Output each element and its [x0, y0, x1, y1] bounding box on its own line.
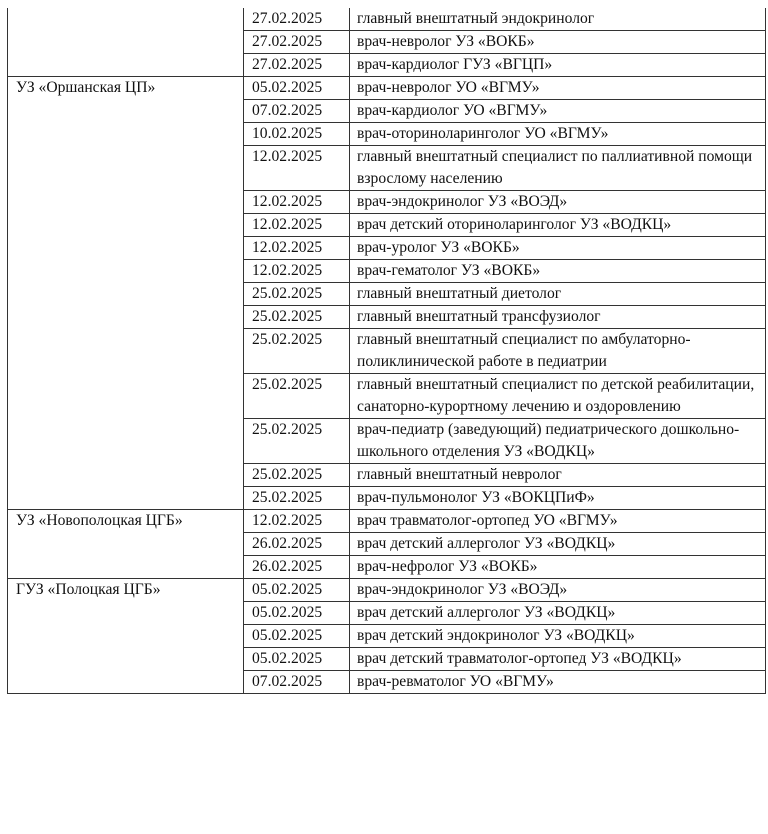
- specialist-cell: врач-нефролог УЗ «ВОКБ»: [350, 556, 766, 579]
- specialist-cell: врач-оториноларинголог УО «ВГМУ»: [350, 123, 766, 146]
- date-cell: 25.02.2025: [244, 464, 350, 487]
- organization-cell: УЗ «Новополоцкая ЦГБ»: [8, 510, 244, 579]
- date-cell: 25.02.2025: [244, 419, 350, 464]
- specialist-cell: врач травматолог-ортопед УО «ВГМУ»: [350, 510, 766, 533]
- date-cell: 25.02.2025: [244, 306, 350, 329]
- date-cell: 25.02.2025: [244, 487, 350, 510]
- date-cell: 27.02.2025: [244, 31, 350, 54]
- specialist-cell: врач-гематолог УЗ «ВОКБ»: [350, 260, 766, 283]
- specialist-cell: врач-эндокринолог УЗ «ВОЭД»: [350, 191, 766, 214]
- date-cell: 12.02.2025: [244, 214, 350, 237]
- schedule-table-body: [8, 8, 766, 694]
- specialist-cell: врач детский эндокринолог УЗ «ВОДКЦ»: [350, 625, 766, 648]
- specialist-cell: врач детский аллерголог УЗ «ВОДКЦ»: [350, 533, 766, 556]
- specialist-cell: главный внештатный специалист по детской реабилитации, санаторно-курортному лечению и оздоровлению: [350, 374, 766, 419]
- date-cell: 26.02.2025: [244, 556, 350, 579]
- date-cell: 10.02.2025: [244, 123, 350, 146]
- specialist-cell: главный внештатный невролог: [350, 464, 766, 487]
- specialist-cell: врач-кардиолог ГУЗ «ВГЦП»: [350, 54, 766, 77]
- table-row: [8, 510, 766, 533]
- specialist-cell: врач-кардиолог УО «ВГМУ»: [350, 100, 766, 123]
- specialist-cell: главный внештатный эндокринолог: [350, 8, 766, 31]
- date-cell: 12.02.2025: [244, 510, 350, 533]
- specialist-cell: врач детский оториноларинголог УЗ «ВОДКЦ»: [350, 214, 766, 237]
- date-cell: 25.02.2025: [244, 374, 350, 419]
- specialist-cell: главный внештатный трансфузиолог: [350, 306, 766, 329]
- date-cell: 07.02.2025: [244, 671, 350, 694]
- date-cell: 07.02.2025: [244, 100, 350, 123]
- specialist-cell: врач-невролог УЗ «ВОКБ»: [350, 31, 766, 54]
- specialist-cell: главный внештатный специалист по амбулаторно-поликлинической работе в педиатрии: [350, 329, 766, 374]
- date-cell: 05.02.2025: [244, 77, 350, 100]
- date-cell: 25.02.2025: [244, 283, 350, 306]
- specialist-cell: врач-педиатр (заведующий) педиатрического дошкольно-школьного отделения УЗ «ВОДКЦ»: [350, 419, 766, 464]
- specialist-cell: врач-невролог УО «ВГМУ»: [350, 77, 766, 100]
- specialist-cell: главный внештатный диетолог: [350, 283, 766, 306]
- table-row: [8, 8, 766, 31]
- organization-cell: УЗ «Оршанская ЦП»: [8, 77, 244, 510]
- specialist-cell: врач-ревматолог УО «ВГМУ»: [350, 671, 766, 694]
- date-cell: 12.02.2025: [244, 237, 350, 260]
- date-cell: 27.02.2025: [244, 8, 350, 31]
- date-cell: 26.02.2025: [244, 533, 350, 556]
- date-cell: 05.02.2025: [244, 625, 350, 648]
- date-cell: 12.02.2025: [244, 146, 350, 191]
- schedule-table: [7, 8, 766, 694]
- date-cell: 05.02.2025: [244, 602, 350, 625]
- specialist-cell: врач-пульмонолог УЗ «ВОКЦПиФ»: [350, 487, 766, 510]
- specialist-cell: главный внештатный специалист по паллиативной помощи взрослому населению: [350, 146, 766, 191]
- specialist-cell: врач-эндокринолог УЗ «ВОЭД»: [350, 579, 766, 602]
- table-row: [8, 579, 766, 602]
- date-cell: 05.02.2025: [244, 579, 350, 602]
- date-cell: 12.02.2025: [244, 191, 350, 214]
- organization-cell: [8, 8, 244, 77]
- date-cell: 05.02.2025: [244, 648, 350, 671]
- date-cell: 12.02.2025: [244, 260, 350, 283]
- table-row: [8, 77, 766, 100]
- date-cell: 27.02.2025: [244, 54, 350, 77]
- specialist-cell: врач-уролог УЗ «ВОКБ»: [350, 237, 766, 260]
- specialist-cell: врач детский травматолог-ортопед УЗ «ВОДКЦ»: [350, 648, 766, 671]
- date-cell: 25.02.2025: [244, 329, 350, 374]
- organization-cell: ГУЗ «Полоцкая ЦГБ»: [8, 579, 244, 694]
- specialist-cell: врач детский аллерголог УЗ «ВОДКЦ»: [350, 602, 766, 625]
